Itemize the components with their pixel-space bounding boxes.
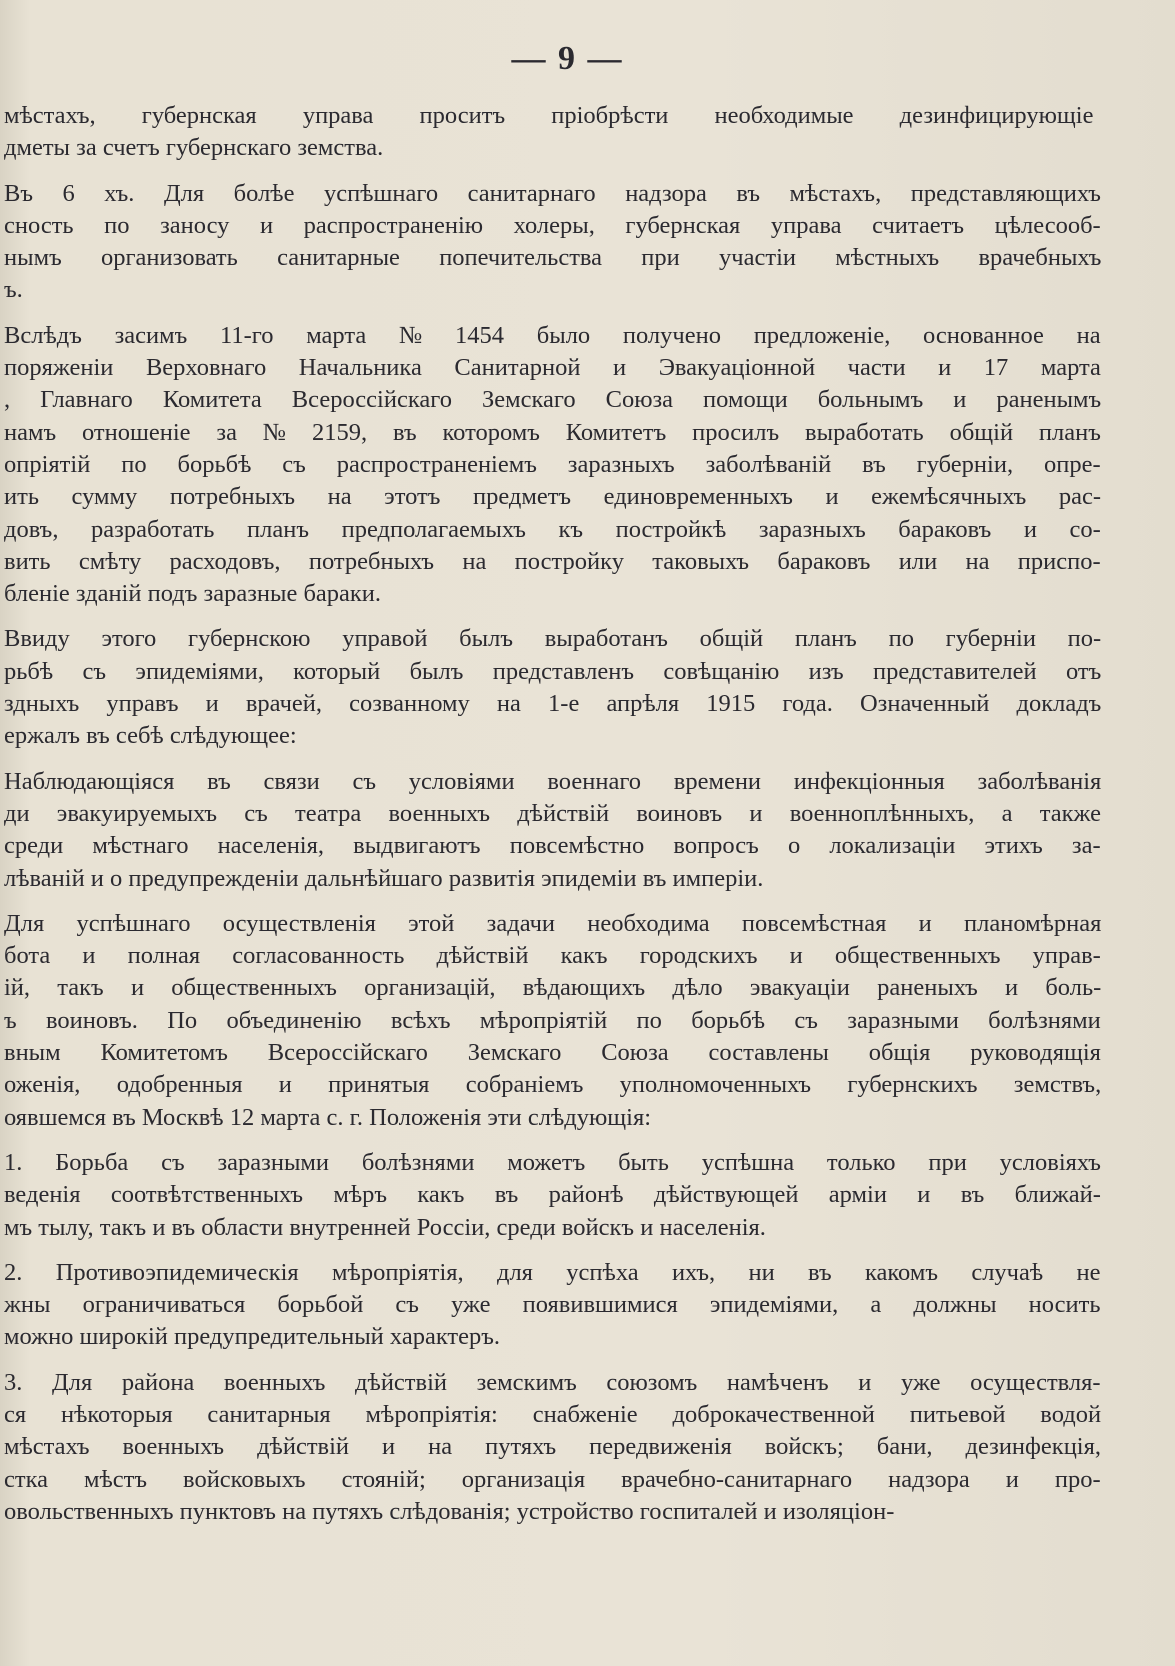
text-line: вить смѣту расходовъ, потребныхъ на постройку таковыхъ бараковъ или на приспо-: [4, 547, 1101, 575]
text-line: намъ отношеніе за № 2159, въ которомъ Комитетъ просилъ выработать общій планъ: [4, 418, 1101, 446]
text-line: оявшемся въ Москвѣ 12 марта с. г. Положенія эти слѣдующія:: [4, 1103, 652, 1131]
text-line: вным Комитетомъ Всероссійскаго Земскаго Союза составлены общія руководящія: [4, 1039, 1101, 1067]
text-line: опріятій по борьбѣ съ распространеніемъ заразныхъ заболѣваній въ губерніи, опре-: [4, 450, 1101, 478]
text-line: стка мѣстъ войсковыхъ стояній; организація врачебно-санитарнаго надзора и про-: [4, 1465, 1101, 1493]
text-line: ить сумму потребныхъ на этотъ предметъ единовременныхъ и ежемѣсячныхъ рас-: [4, 483, 1101, 511]
paragraph: [4, 1367, 1101, 1528]
text-line: поряженіи Верховнаго Начальника Санитарной и Эвакуаціонной части и 17 марта: [4, 354, 1101, 382]
page-number: — 9 —: [511, 40, 624, 77]
paragraph: [4, 908, 1101, 1134]
text-line: овольственныхъ пунктовъ на путяхъ слѣдованія; устройство госпиталей и изоляціон-: [4, 1497, 895, 1525]
text-line: Въ 6 хъ. Для болѣе успѣшнаго санитарнаго надзора въ мѣстахъ, представляющихъ: [4, 179, 1101, 207]
paragraph: [4, 623, 1101, 752]
text-line: мѣстахъ военныхъ дѣйствій и на путяхъ передвиженія войскъ; бани, дезинфекція,: [4, 1433, 1101, 1461]
text-line: бота и полная согласованность дѣйствій какъ городскихъ и общественныхъ управ-: [4, 942, 1101, 970]
text-line: ержалъ въ себѣ слѣдующее:: [4, 722, 297, 750]
text-line: ъ.: [4, 276, 23, 304]
paragraph: [4, 178, 1101, 307]
paragraph: [4, 1147, 1101, 1244]
text-line: Для успѣшнаго осуществленія этой задачи необходима повсемѣстная и планомѣрная: [4, 909, 1101, 937]
text-line: ій, такъ и общественныхъ организацій, вѣдающихъ дѣло эвакуаціи раненыхъ и боль-: [4, 974, 1101, 1002]
text-line: рьбѣ съ эпидеміями, который былъ представленъ совѣщанію изъ представителей отъ: [4, 657, 1101, 685]
text-line: 3. Для района военныхъ дѣйствій земскимъ союзомъ намѣченъ и уже осуществля-: [4, 1368, 1101, 1396]
text-line: ся нѣкоторыя санитарныя мѣропріятія: снабженіе доброкачественной питьевой водой: [4, 1400, 1101, 1428]
text-line: 1. Борьба съ заразными болѣзнями можетъ быть успѣшна только при условіяхъ: [4, 1148, 1101, 1176]
text-line: 2. Противоэпидемическія мѣропріятія, для успѣха ихъ, ни въ какомъ случаѣ не: [4, 1258, 1101, 1286]
text-line: среди мѣстнаго населенія, выдвигаютъ повсемѣстно вопросъ о локализаціи этихъ за-: [4, 832, 1101, 860]
text-line: жны ограничиваться борьбой съ уже появившимися эпидеміями, а должны носить: [4, 1291, 1101, 1319]
paragraph: [4, 100, 1101, 165]
text-line: лѣваній и о предупрежденіи дальнѣйшаго развитія эпидеміи въ имперіи.: [4, 864, 764, 892]
paragraph: [4, 320, 1101, 611]
text-line: , Главнаго Комитета Всероссійскаго Земскаго Союза помощи больнымъ и раненымъ: [4, 386, 1101, 414]
text-line: здныхъ управъ и врачей, созванному на 1-е апрѣля 1915 года. Означенный докладъ: [4, 690, 1101, 718]
body-text: [4, 100, 1101, 1528]
paragraph: [4, 766, 1101, 895]
text-line: оженія, одобренныя и принятыя собраніемъ уполномоченныхъ губернскихъ земствъ,: [4, 1071, 1101, 1099]
text-line: сность по заносу и распространенію холеры, губернская управа считаетъ цѣлесооб-: [4, 211, 1101, 239]
text-line: нымъ организовать санитарные попечительства при участіи мѣстныхъ врачебныхъ: [4, 244, 1101, 272]
text-line: ъ воиновъ. По объединенію всѣхъ мѣропріятій по борьбѣ съ заразными болѣзнями: [4, 1006, 1101, 1034]
paragraph: [4, 1257, 1101, 1354]
text-line: веденія соотвѣтственныхъ мѣръ какъ въ районѣ дѣйствующей арміи и въ ближай-: [4, 1181, 1101, 1209]
text-line: можно широкій предупредительный характеръ.: [4, 1323, 501, 1351]
text-line: бленіе зданій подъ заразные бараки.: [4, 580, 382, 608]
text-line: Вслѣдъ засимъ 11-го марта № 1454 было получено предложеніе, основанное на: [4, 321, 1101, 349]
text-line: Наблюдающіяся въ связи съ условіями военнаго времени инфекціонныя заболѣванія: [4, 767, 1101, 795]
text-line: довъ, разработать планъ предполагаемыхъ къ постройкѣ заразныхъ бараковъ и со-: [4, 515, 1101, 543]
text-line: ди эвакуируемыхъ съ театра военныхъ дѣйствій воиновъ и военноплѣнныхъ, а также: [4, 799, 1101, 827]
text-line: дметы за счетъ губернскаго земства.: [4, 134, 384, 162]
text-line: мѣстахъ, губернская управа проситъ пріобрѣсти необходимые дезинфицирующіе: [4, 102, 1094, 129]
text-line: Ввиду этого губернскою управой былъ выработанъ общій планъ по губерніи по-: [4, 625, 1101, 653]
text-line: мъ тылу, такъ и въ области внутренней Россіи, среди войскъ и населенія.: [4, 1213, 766, 1241]
